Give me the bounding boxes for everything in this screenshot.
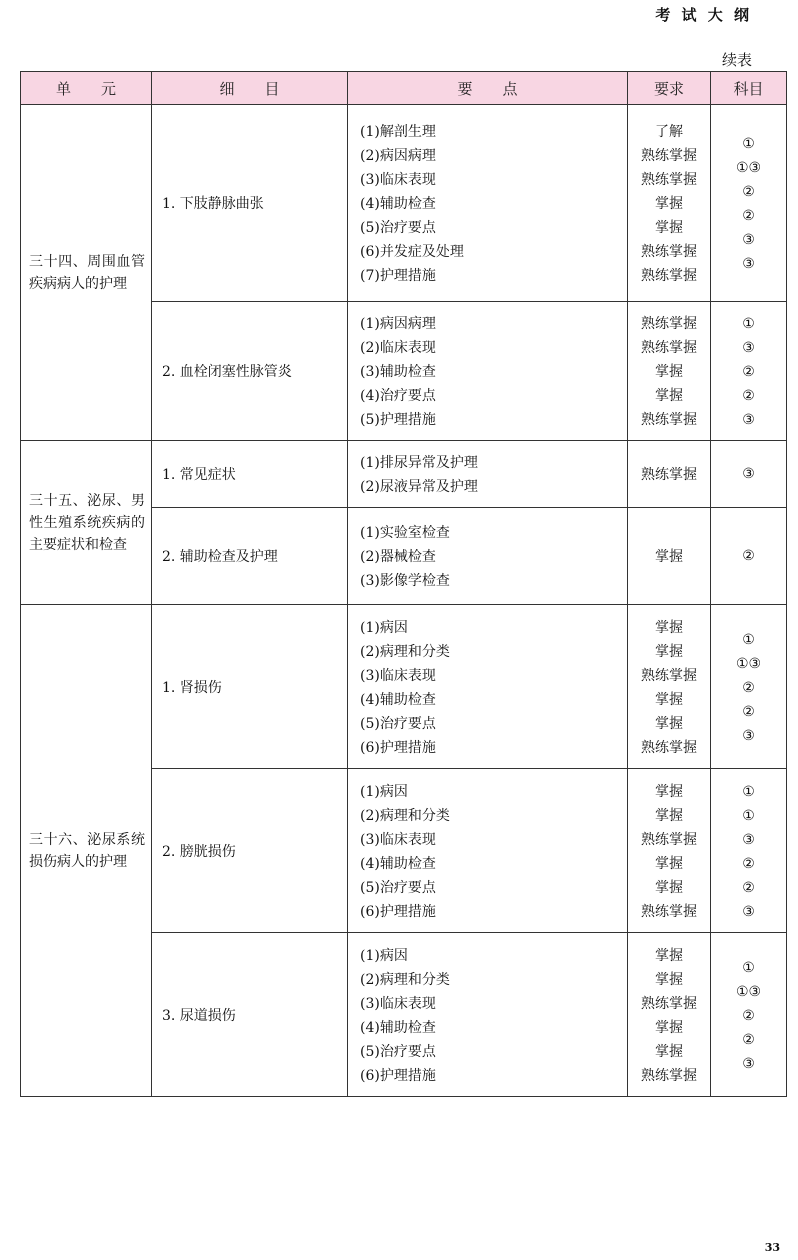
requirement-item: 掌握 bbox=[655, 1043, 683, 1060]
requirement-item: 掌握 bbox=[655, 388, 683, 404]
table-row bbox=[21, 105, 787, 302]
document-header-title: 考 试 大 纲 bbox=[655, 6, 752, 24]
detail-cell: 2. 膀胱损伤 bbox=[152, 769, 348, 933]
points-cell bbox=[348, 933, 628, 1097]
point-item: (2)病理和分类 bbox=[360, 971, 450, 988]
requirement-item: 熟练掌握 bbox=[641, 667, 697, 684]
requirement-cell bbox=[628, 605, 711, 769]
requirement-cell bbox=[628, 933, 711, 1097]
subject-item: ③ bbox=[742, 256, 755, 272]
subject-item: ③ bbox=[742, 412, 755, 428]
requirement-item: 掌握 bbox=[655, 879, 683, 896]
subject-item: ② bbox=[742, 703, 755, 720]
subject-item: ③ bbox=[742, 1055, 755, 1072]
requirement-item: 掌握 bbox=[655, 1019, 683, 1036]
requirement-item: 掌握 bbox=[655, 783, 683, 800]
point-item: (2)器械检查 bbox=[360, 549, 436, 565]
requirement-item: 掌握 bbox=[655, 715, 683, 732]
column-header-detail: 细 目 bbox=[152, 72, 348, 105]
requirement-item: 熟练掌握 bbox=[641, 903, 697, 920]
detail-cell: 1. 下肢静脉曲张 bbox=[152, 105, 348, 302]
subject-cell bbox=[711, 605, 787, 769]
requirement-item: 了解 bbox=[655, 124, 683, 140]
point-item: (3)临床表现 bbox=[360, 172, 436, 188]
detail-cell: 3. 尿道损伤 bbox=[152, 933, 348, 1097]
requirement-item: 熟练掌握 bbox=[641, 172, 697, 188]
requirement-item: 熟练掌握 bbox=[641, 1067, 697, 1084]
point-item: (1)病因病理 bbox=[360, 316, 436, 332]
requirement-item: 掌握 bbox=[655, 971, 683, 988]
subject-item: ①③ bbox=[735, 160, 762, 176]
requirement-item: 熟练掌握 bbox=[641, 340, 697, 356]
requirement-item: 熟练掌握 bbox=[641, 148, 697, 164]
detail-cell: 2. 辅助检查及护理 bbox=[152, 508, 348, 605]
detail-cell: 1. 常见症状 bbox=[152, 441, 348, 508]
requirement-item: 掌握 bbox=[655, 807, 683, 824]
requirement-item: 熟练掌握 bbox=[641, 316, 697, 332]
subject-item: ①③ bbox=[735, 655, 762, 672]
requirement-item: 掌握 bbox=[655, 364, 683, 380]
point-item: (5)治疗要点 bbox=[360, 1043, 436, 1060]
point-item: (3)临床表现 bbox=[360, 667, 436, 684]
requirement-item: 掌握 bbox=[655, 643, 683, 660]
subject-item: ② bbox=[742, 1031, 755, 1048]
point-item: (4)辅助检查 bbox=[360, 1019, 436, 1036]
point-item: (1)解剖生理 bbox=[360, 124, 436, 140]
subject-item: ③ bbox=[742, 903, 755, 920]
point-item: (6)护理措施 bbox=[360, 903, 436, 920]
detail-cell: 2. 血栓闭塞性脉管炎 bbox=[152, 302, 348, 441]
subject-item: ② bbox=[742, 855, 755, 872]
subject-item: ① bbox=[742, 783, 755, 800]
requirement-cell bbox=[628, 105, 711, 302]
subject-cell bbox=[711, 105, 787, 302]
syllabus-table bbox=[20, 71, 787, 1097]
subject-item: ③ bbox=[742, 232, 755, 248]
point-item: (3)辅助检查 bbox=[360, 364, 436, 380]
table-header-row bbox=[21, 72, 787, 105]
point-item: (3)临床表现 bbox=[360, 995, 436, 1012]
subject-cell bbox=[711, 302, 787, 441]
page-number: 33 bbox=[764, 1241, 780, 1254]
subject-item: ① bbox=[742, 316, 755, 332]
requirement-item: 掌握 bbox=[655, 196, 683, 212]
point-item: (2)尿液异常及护理 bbox=[360, 479, 478, 495]
subject-item: ③ bbox=[742, 340, 755, 356]
points-cell bbox=[348, 769, 628, 933]
subject-item: ① bbox=[742, 136, 755, 152]
detail-cell: 1. 肾损伤 bbox=[152, 605, 348, 769]
requirement-cell: 掌握 bbox=[628, 508, 711, 605]
subject-item: ① bbox=[742, 631, 755, 648]
subject-item: ①③ bbox=[735, 983, 762, 1000]
point-item: (2)病因病理 bbox=[360, 148, 436, 164]
column-header-requirement: 要求 bbox=[628, 72, 711, 105]
subject-item: ② bbox=[742, 184, 755, 200]
requirement-cell bbox=[628, 302, 711, 441]
subject-item: ② bbox=[742, 679, 755, 696]
point-item: (2)临床表现 bbox=[360, 340, 436, 356]
point-item: (4)辅助检查 bbox=[360, 855, 436, 872]
requirement-item: 熟练掌握 bbox=[641, 268, 697, 284]
point-item: (3)影像学检查 bbox=[360, 573, 450, 589]
requirement-item: 熟练掌握 bbox=[641, 995, 697, 1012]
subject-item: ③ bbox=[742, 831, 755, 848]
point-item: (1)病因 bbox=[360, 619, 408, 636]
points-cell bbox=[348, 302, 628, 441]
continued-label: 续表 bbox=[721, 51, 752, 69]
point-item: (1)排尿异常及护理 bbox=[360, 455, 478, 471]
requirement-item: 掌握 bbox=[655, 691, 683, 708]
subject-item: ③ bbox=[742, 727, 755, 744]
point-item: (3)临床表现 bbox=[360, 831, 436, 848]
point-item: (4)治疗要点 bbox=[360, 388, 436, 404]
subject-item: ② bbox=[742, 879, 755, 896]
table-row bbox=[21, 441, 787, 508]
requirement-cell bbox=[628, 769, 711, 933]
point-item: (5)护理措施 bbox=[360, 412, 436, 428]
point-item: (4)辅助检查 bbox=[360, 196, 436, 212]
column-header-points: 要 点 bbox=[348, 72, 628, 105]
requirement-item: 掌握 bbox=[655, 947, 683, 964]
point-item: (2)病理和分类 bbox=[360, 807, 450, 824]
requirement-item: 熟练掌握 bbox=[641, 831, 697, 848]
points-cell bbox=[348, 605, 628, 769]
points-cell bbox=[348, 508, 628, 605]
points-cell bbox=[348, 441, 628, 508]
column-header-subject: 科目 bbox=[711, 72, 787, 105]
point-item: (6)护理措施 bbox=[360, 739, 436, 756]
subject-cell: ③ bbox=[711, 441, 787, 508]
point-item: (7)护理措施 bbox=[360, 268, 436, 284]
point-item: (6)护理措施 bbox=[360, 1067, 436, 1084]
point-item: (5)治疗要点 bbox=[360, 220, 436, 236]
requirement-item: 掌握 bbox=[655, 855, 683, 872]
requirement-cell: 熟练掌握 bbox=[628, 441, 711, 508]
point-item: (4)辅助检查 bbox=[360, 691, 436, 708]
subject-item: ② bbox=[742, 364, 755, 380]
unit-cell: 三十五、泌尿、男性生殖系统疾病的主要症状和检查 bbox=[21, 441, 152, 605]
point-item: (1)病因 bbox=[360, 783, 408, 800]
requirement-item: 熟练掌握 bbox=[641, 739, 697, 756]
point-item: (2)病理和分类 bbox=[360, 643, 450, 660]
requirement-item: 掌握 bbox=[655, 619, 683, 636]
subject-item: ② bbox=[742, 1007, 755, 1024]
subject-item: ② bbox=[742, 208, 755, 224]
point-item: (1)病因 bbox=[360, 947, 408, 964]
point-item: (5)治疗要点 bbox=[360, 715, 436, 732]
points-cell bbox=[348, 105, 628, 302]
column-header-unit: 单 元 bbox=[21, 72, 152, 105]
unit-cell: 三十六、泌尿系统损伤病人的护理 bbox=[21, 605, 152, 1097]
requirement-item: 掌握 bbox=[655, 220, 683, 236]
point-item: (6)并发症及处理 bbox=[360, 244, 464, 260]
requirement-item: 熟练掌握 bbox=[641, 244, 697, 260]
subject-item: ① bbox=[742, 959, 755, 976]
unit-cell: 三十四、周围血管疾病病人的护理 bbox=[21, 105, 152, 441]
subject-cell bbox=[711, 933, 787, 1097]
point-item: (5)治疗要点 bbox=[360, 879, 436, 896]
subject-item: ① bbox=[742, 807, 755, 824]
point-item: (1)实验室检查 bbox=[360, 525, 450, 541]
subject-cell bbox=[711, 769, 787, 933]
subject-item: ② bbox=[742, 388, 755, 404]
subject-cell: ② bbox=[711, 508, 787, 605]
requirement-item: 熟练掌握 bbox=[641, 412, 697, 428]
table-row bbox=[21, 605, 787, 769]
